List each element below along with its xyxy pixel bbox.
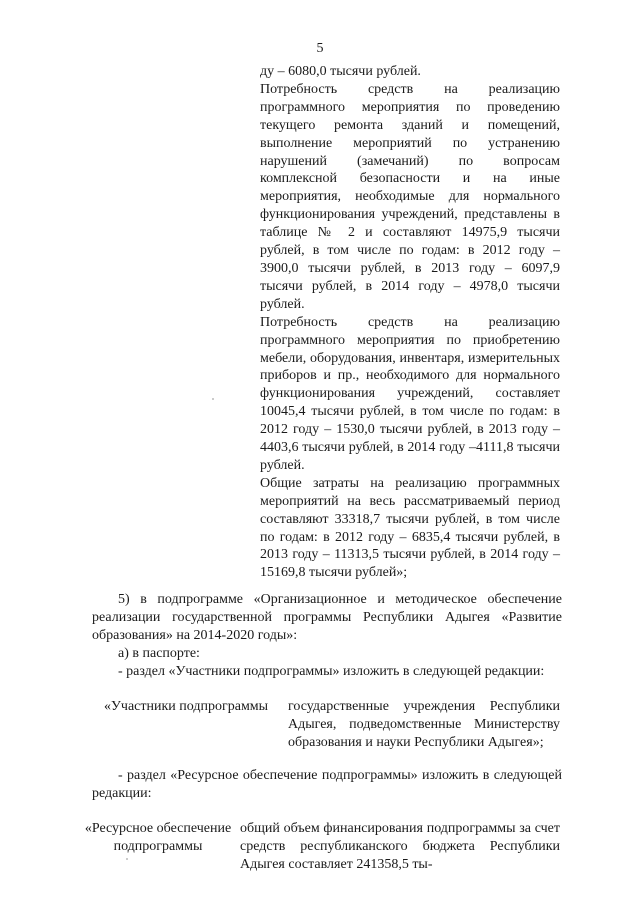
section-participants-intro <box>92 663 562 681</box>
page-number: 5 <box>316 41 324 56</box>
paragraph-funding-tail: ду – 6080,0 тысячи рублей. <box>260 64 421 79</box>
paragraph-total-costs: Общие затраты на реализацию программных мероприятий на весь рассматриваемый период составляют 33318,7 тысячи рублей, в том числе по годам: в 2012 году – 6835,4 тысячи рублей, в 2013 году – 11313,5 тысячи рублей, в 2014 году – 15169,8 тысячи рублей»; <box>260 475 560 581</box>
scan-speck <box>126 858 128 860</box>
right-column-text <box>260 63 560 582</box>
scan-speck <box>212 398 214 400</box>
item-a-text: а) в паспорте: <box>118 646 200 661</box>
resources-label: «Ресурсное обеспечение подпрограммы <box>84 821 232 854</box>
participants-label: «Участники подпрограммы <box>104 699 269 714</box>
paragraph-repair-funding: Потребность средств на реализацию программного мероприятия по проведению текущего ремонта зданий и помещений, выполнение мероприятий по устранению нарушений (замечаний) по вопросам комплексной безопасности и на иные мероприятия, необходимые для нормального функционирования учреждений, представлены в таблице № 2 и составляют 14975,9 тысячи рублей, в том числе по годам: в 2012 году – 3900,0 тысячи рублей, в 2013 году – 6097,9 тысячи рублей, в 2014 году – 4978,0 тысячи рублей. <box>260 81 560 312</box>
paragraph-equipment-funding: Потребность средств на реализацию программного мероприятия по приобретению мебели, оборудования, инвентаря, измерительных приборов и пр., необходимого для нормального функционирования учреждений, составляет 10045,4 тысячи рублей, в том числе по годам: в 2012 году – 1530,0 тысячи рублей, в 2013 году – 4403,6 тысячи рублей, в 2014 году –4111,8 тысячи рублей. <box>260 314 560 473</box>
amendment-item-a <box>92 645 562 663</box>
section-resources-intro-text: - раздел «Ресурсное обеспечение подпрограммы» изложить в следующей редакции: <box>92 768 562 801</box>
resources-text: общий объем финансирования подпрограммы за счет средств республиканского бюджета Республики Адыгея составляет 241358,5 ты- <box>240 821 560 872</box>
section-resources-intro <box>92 767 562 803</box>
amendment-item-5 <box>92 591 562 645</box>
section-participants-intro-text: - раздел «Участники подпрограммы» изложить в следующей редакции: <box>118 664 545 679</box>
item-5-text: 5) в подпрограмме «Организационное и методическое обеспечение реализации государственной программы Республики Адыгея «Развитие образования» на 2014-2020 годы»: <box>92 592 562 643</box>
participants-text: государственные учреждения Республики Адыгея, подведомственные Министерству образования и науки Республики Адыгея»; <box>288 699 560 750</box>
